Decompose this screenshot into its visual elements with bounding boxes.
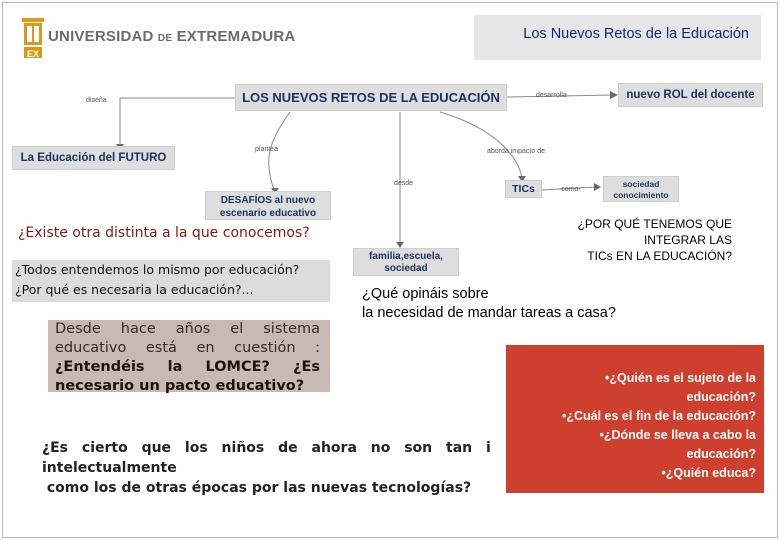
concept-challenges-node	[205, 191, 331, 220]
question-tics-line1: ¿POR QUÉ TENEMOS QUE	[577, 217, 732, 231]
key-question-line: educación?	[686, 390, 756, 404]
key-question-line: educación?	[686, 447, 756, 461]
question-children-line3a: como los de otras	[46, 480, 192, 496]
concept-main-node: LOS NUEVOS RETOS DE LA EDUCACIÓN	[235, 84, 507, 111]
key-questions-box	[506, 345, 764, 493]
concept-tics-node: TICs	[505, 180, 542, 198]
university-monogram: EX	[27, 49, 40, 59]
question-homework-line1: ¿Qué opináis sobre	[362, 286, 489, 302]
concept-teacher-role-node: nuevo ROL del docente	[618, 83, 763, 107]
question-tics-line2: INTEGRAR LAS	[643, 233, 732, 247]
question-children-line3b: épocas por las nuevas tecnologías?	[191, 480, 472, 496]
link-label-desarrolla: desarrolla	[536, 92, 567, 99]
question-homework-line2: la necesidad de mandar tareas a casa?	[362, 305, 616, 321]
concept-family-line2: sociedad	[384, 263, 428, 274]
concept-future-node: La Educación del FUTURO	[12, 146, 175, 170]
question-homework	[362, 285, 616, 323]
question-other-education: ¿Existe otra distinta a la que conocemos?	[18, 225, 310, 241]
concept-family-line1: familia,escuela,	[369, 251, 443, 262]
key-question-line: •¿Dónde se lleva a cabo la	[599, 428, 756, 442]
concept-family-node	[353, 248, 459, 276]
concept-society-node	[603, 176, 679, 202]
concept-society-line2: conocimiento	[613, 190, 669, 200]
question-children-line2: intelectualmente	[42, 460, 177, 476]
link-label-aborda: aborda impacto de	[487, 148, 545, 155]
concept-challenges-line2: escenario educativo	[219, 208, 317, 219]
question-tics-integration	[500, 216, 732, 264]
question-system-bold: ¿Entendéis la LOMCE? ¿Es necesario un pacto educativo?	[55, 359, 320, 394]
question-tics-line3: TICs EN LA EDUCACIÓN?	[587, 249, 732, 263]
university-logo: UNIVERSIDAD DE EXTREMADURA	[48, 28, 296, 45]
link-label-como: -como-	[559, 186, 581, 193]
link-label-plantea: plantea	[255, 146, 278, 153]
key-question-line: •¿Cuál es el fin de la educación?	[561, 409, 756, 423]
question-system-text: Desde hace años el sistema educativo está en cuestión :	[55, 321, 320, 356]
link-label-disena: diseña	[86, 97, 107, 104]
question-same-line1: ¿Todos entendemos lo mismo por educación?	[15, 262, 300, 277]
question-system-box	[48, 320, 330, 392]
question-same-line2: ¿Por qué es necesaria la educación?...	[15, 282, 254, 297]
concept-society-line1: sociedad	[622, 179, 660, 189]
question-children-technology	[42, 438, 491, 498]
key-question-line: •¿Quién educa?	[661, 466, 756, 480]
concept-challenges-line1: DESAFÍOS al nuevo	[220, 195, 316, 206]
question-same-meaning-box	[12, 260, 330, 302]
key-question-line: •¿Quién es el sujeto de la	[605, 371, 756, 385]
link-label-desde: desde	[394, 180, 414, 187]
question-children-line1: ¿Es cierto que los niños de ahora no son tan i	[42, 440, 491, 456]
page-title: Los Nuevos Retos de la Educación	[474, 15, 761, 60]
